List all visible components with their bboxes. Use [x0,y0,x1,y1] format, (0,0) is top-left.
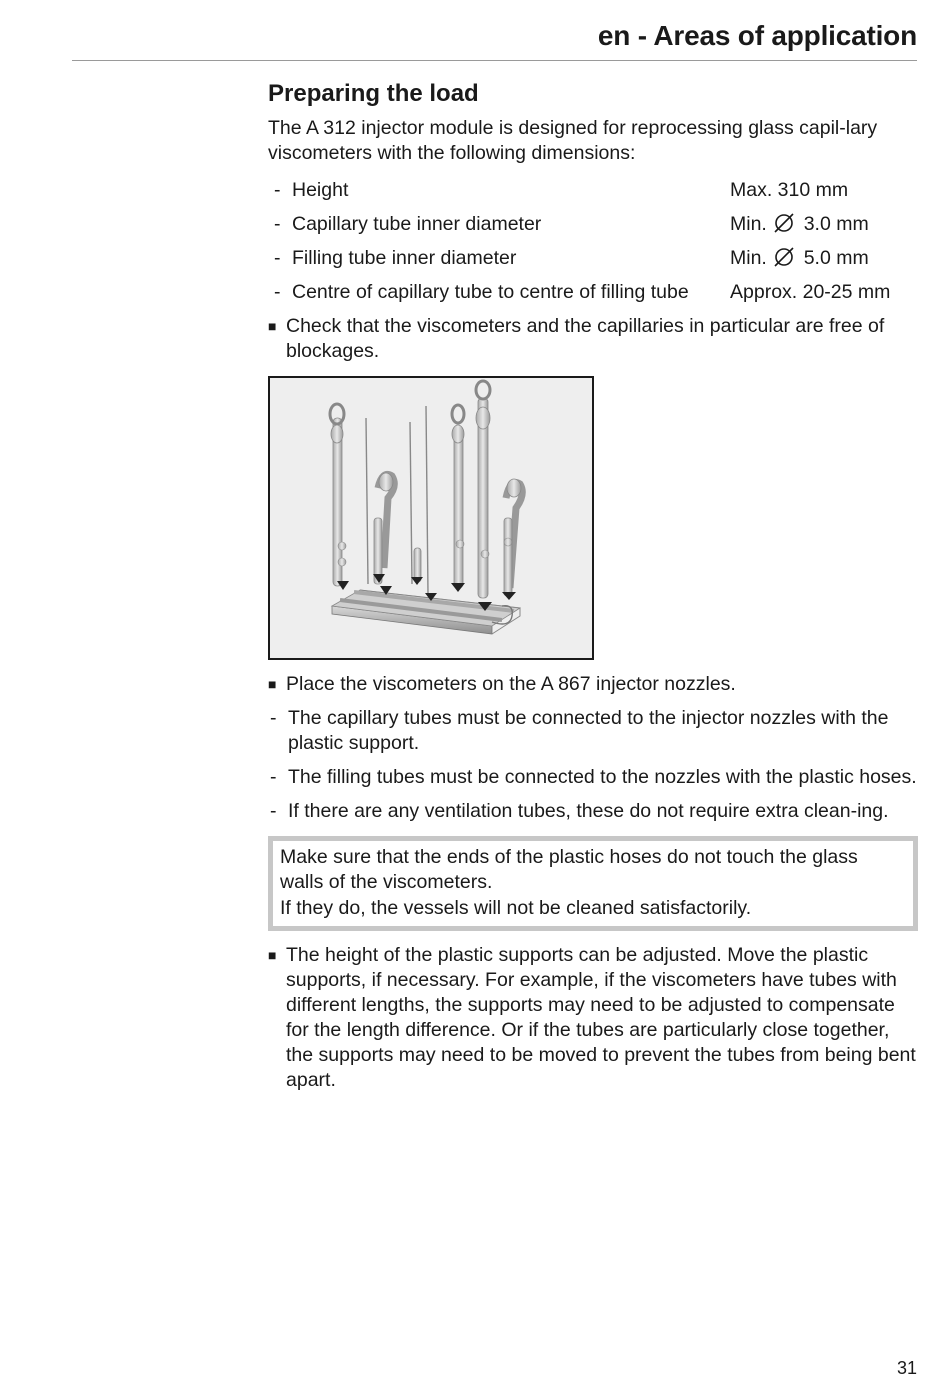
intro-paragraph: The A 312 injector module is designed for reprocessing glass capil-lary viscometers with the following dimensions: [268,117,878,164]
bullet-marker: ■ [268,318,277,334]
dimension-label: Height [292,179,349,201]
dimension-value: Max. 310 mm [730,179,849,201]
diameter-icon [774,247,794,267]
viscometer-tube [411,548,437,601]
dash-marker: - [274,281,281,303]
main-content [268,78,918,1093]
note-box [268,836,918,931]
header-divider [72,60,917,61]
dash-item [268,799,918,824]
viscometer-rack-image [270,378,592,658]
viscometer-tube [330,404,368,590]
dash-item [268,706,918,756]
dimension-value [730,212,918,237]
dash-marker: - [274,247,281,269]
note-line: If they do, the vessels will not be cleaned satisfactorily. [280,897,752,919]
dash-marker: - [274,213,281,235]
dash-text: The capillary tubes must be connected to the injector nozzles with the plastic support. [288,707,889,754]
dimension-label: Centre of capillary tube to centre of filling tube [292,281,689,303]
dimension-prefix: Min. [730,247,767,269]
viscometer-illustration [268,376,594,660]
page-header-title: en - Areas of application [597,20,917,51]
bullet-text: Place the viscometers on the A 867 injector nozzles. [286,673,736,695]
bullet-height [268,943,918,1093]
bullet-text: The height of the plastic supports can be adjusted. Move the plastic supports, if necessary. For example, if the viscometers have tubes with different lengths, the supports may need to be adjusted to compensate for the length difference. Or if the tubes are particularly close together, the supports may need to be moved to prevent the tubes from being bent apart. [286,944,916,1091]
viscometer-tube [451,381,492,611]
rack-rails [332,590,520,634]
dash-marker: - [270,766,277,788]
dash-marker: - [274,179,281,201]
dimension-prefix: Min. [730,213,767,235]
viscometer-tube [502,479,522,600]
dimension-number: 5.0 mm [803,247,869,269]
diameter-icon [774,213,794,233]
dimension-row-filling [268,246,918,271]
dash-text: If there are any ventilation tubes, these do not require extra clean-ing. [288,800,889,822]
dash-item [268,765,918,790]
dash-marker: - [270,800,277,822]
dimension-label: Capillary tube inner diameter [292,213,542,235]
dimension-value: Approx. 20-25 mm [730,281,891,303]
bullet-check [268,314,918,364]
dimension-row-height [268,178,918,203]
dimension-value [730,246,918,271]
note-line: Make sure that the ends of the plastic hoses do not touch the glass walls of the viscometers. [280,846,858,893]
dimensions-list [268,178,918,305]
dimension-row-centre [268,280,918,305]
bullet-place [268,672,918,697]
dimension-number: 3.0 mm [803,213,869,235]
bullet-text: Check that the viscometers and the capillaries in particular are free of blockages. [286,315,885,362]
dash-text: The filling tubes must be connected to the nozzles with the plastic hoses. [288,766,917,788]
section-heading: Preparing the load [268,80,479,107]
bullet-marker: ■ [268,947,277,963]
page-number: 31 [896,1358,917,1378]
dimension-row-capillary [268,212,918,237]
dimension-label: Filling tube inner diameter [292,247,517,269]
bullet-marker: ■ [268,676,277,692]
dash-marker: - [270,707,277,729]
